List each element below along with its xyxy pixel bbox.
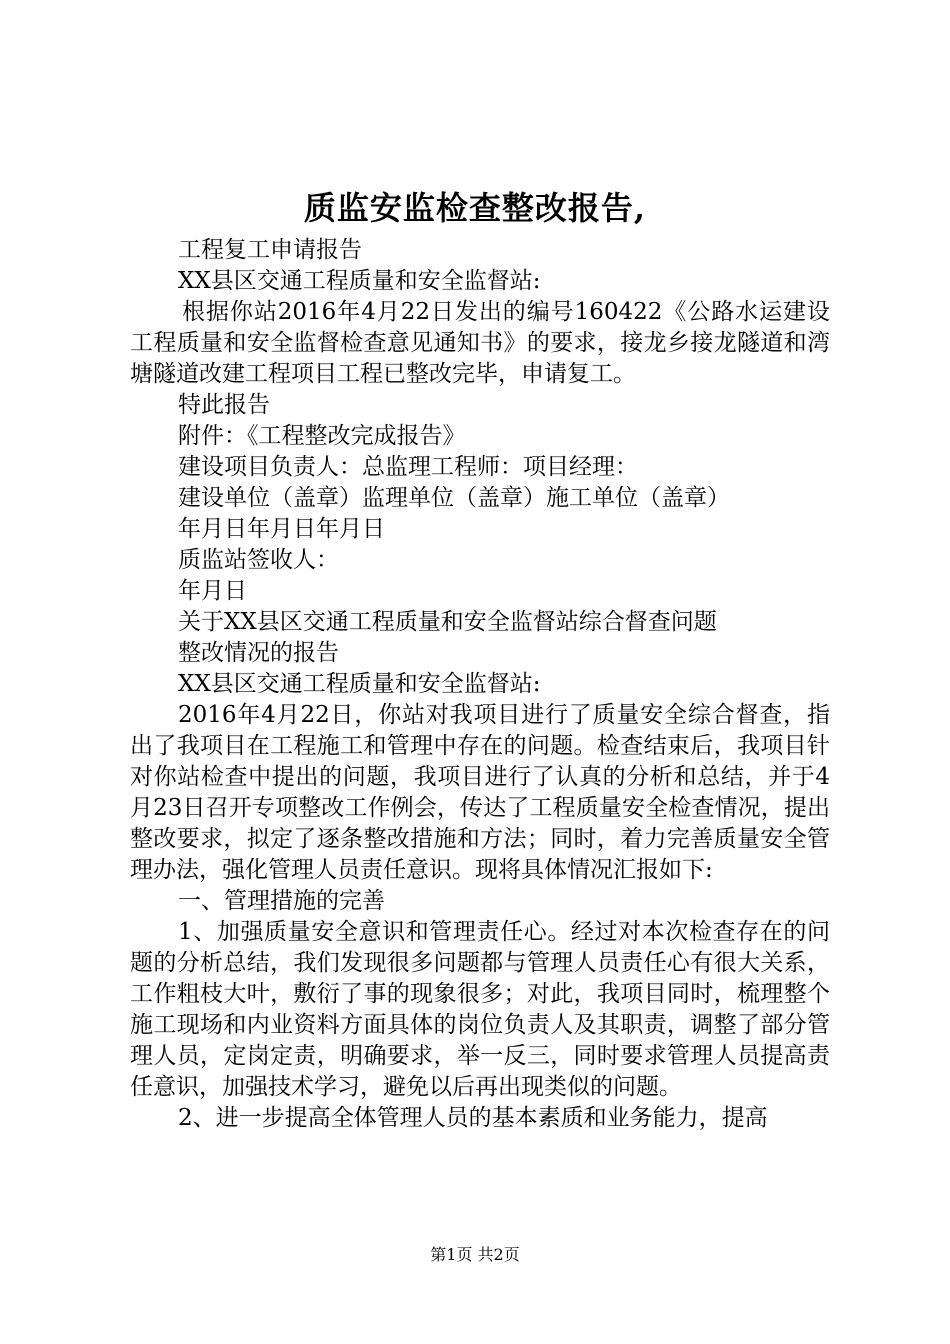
paragraph-16: 2、进一步提高全体管理人员的基本素质和业务能力，提高	[178, 1105, 768, 1131]
page-footer: 第1页 共2页	[430, 1245, 520, 1264]
paragraph-10: 关于XX县区交通工程质量和安全监督站综合督查问题	[178, 609, 717, 635]
paragraph-6: 建设单位（盖章）监理单位（盖章）施工单位（盖章）	[178, 485, 730, 511]
paragraph-8: 质监站签收人：	[178, 547, 339, 573]
paragraph-15: 1、加强质量安全意识和管理责任心。经过对本次检查存在的问题的分析总结，我们发现很多问题都与管理人员责任心有很大关系，工作粗枝大叶，敷衍了事的现象很多；对此，我项目同时，梳理整个施工现场和内业资料方面具体的岗位负责人及其职责，调整了部分管理人员，定岗定责，明确要求，举一反三，同时要求管理人员提高责任意识，加强技术学习，避免以后再出现类似的问题。	[130, 919, 830, 1100]
paragraph-11: 整改情况的报告	[178, 640, 339, 666]
paragraph-0: 工程复工申请报告	[178, 237, 362, 263]
document-body	[130, 235, 830, 1134]
paragraph-12: XX县区交通工程质量和安全监督站:	[178, 671, 541, 697]
paragraph-3: 特此报告	[178, 392, 270, 418]
paragraph-4: 附件：《工程整改完成报告》	[178, 423, 466, 449]
paragraph-5: 建设项目负责人：总监理工程师：项目经理：	[178, 454, 638, 480]
document-title: 质监安监检查整改报告,	[303, 189, 647, 227]
paragraph-9: 年月日	[178, 578, 247, 604]
paragraph-2: 根据你站2016年4月22日发出的编号160422《公路水运建设工程质量和安全监督检查意见通知书》的要求，接龙乡接龙隧道和湾塘隧道改建工程项目工程已整改完毕，申请复工。	[130, 299, 830, 387]
paragraph-7: 年月日年月日年月日	[178, 516, 385, 542]
paragraph-14: 一、管理措施的完善	[178, 888, 385, 914]
paragraph-13: 2016年4月22日，你站对我项目进行了质量安全综合督查，指出了我项目在工程施工和管理中存在的问题。检查结束后，我项目针对你站检查中提出的问题，我项目进行了认真的分析和总结，并于4月23日召开专项整改工作例会，传达了工程质量安全检查情况，提出整改要求，拟定了逐条整改措施和方法；同时，着力完善质量安全管理办法，强化管理人员责任意识。现将具体情况汇报如下:	[130, 702, 830, 883]
paragraph-1: XX县区交通工程质量和安全监督站:	[178, 268, 541, 294]
